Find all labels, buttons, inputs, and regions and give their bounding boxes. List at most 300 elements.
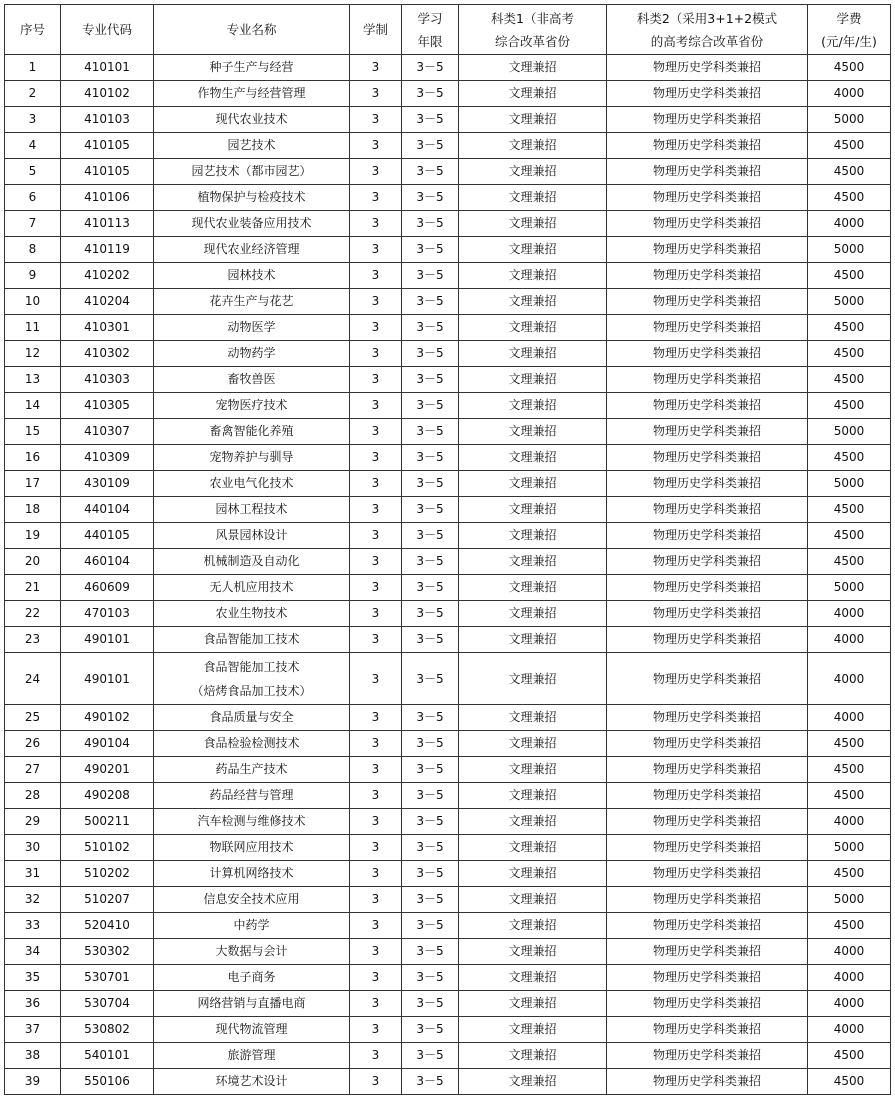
cell-category1: 文理兼招 — [459, 601, 607, 627]
cell-system: 3 — [350, 731, 402, 757]
cell-system: 3 — [350, 55, 402, 81]
cell-fee: 4000 — [808, 939, 891, 965]
cell-system: 3 — [350, 757, 402, 783]
cell-category1: 文理兼招 — [459, 913, 607, 939]
cell-name: 物联网应用技术 — [154, 835, 350, 861]
cell-category2: 物理历史学科类兼招 — [607, 887, 808, 913]
cell-system: 3 — [350, 913, 402, 939]
cell-category2: 物理历史学科类兼招 — [607, 939, 808, 965]
cell-category2: 物理历史学科类兼招 — [607, 549, 808, 575]
cell-code: 490101 — [61, 627, 154, 653]
cell-category2: 物理历史学科类兼招 — [607, 263, 808, 289]
cell-seq: 17 — [5, 471, 61, 497]
cell-code: 460609 — [61, 575, 154, 601]
cell-name: 现代物流管理 — [154, 1017, 350, 1043]
cell-period: 3－5 — [402, 185, 459, 211]
cell-name: 信息安全技术应用 — [154, 887, 350, 913]
cell-system: 3 — [350, 991, 402, 1017]
cell-category1: 文理兼招 — [459, 367, 607, 393]
cell-name: 动物药学 — [154, 341, 350, 367]
cell-fee: 4000 — [808, 705, 891, 731]
cell-code: 410113 — [61, 211, 154, 237]
table-row — [5, 497, 891, 523]
cell-category1: 文理兼招 — [459, 965, 607, 991]
cell-code: 440105 — [61, 523, 154, 549]
cell-seq: 14 — [5, 393, 61, 419]
cell-code: 530704 — [61, 991, 154, 1017]
cell-seq: 10 — [5, 289, 61, 315]
cell-code: 410305 — [61, 393, 154, 419]
cell-seq: 38 — [5, 1043, 61, 1069]
cell-code: 490102 — [61, 705, 154, 731]
header-category2-line1: 科类2（采用3+1+2模式 — [636, 10, 778, 26]
cell-category2: 物理历史学科类兼招 — [607, 783, 808, 809]
cell-system: 3 — [350, 133, 402, 159]
cell-category1: 文理兼招 — [459, 159, 607, 185]
cell-code: 410102 — [61, 81, 154, 107]
cell-period: 3－5 — [402, 263, 459, 289]
cell-name: 园林技术 — [154, 263, 350, 289]
cell-fee: 4500 — [808, 757, 891, 783]
cell-period: 3－5 — [402, 393, 459, 419]
cell-name: 农业生物技术 — [154, 601, 350, 627]
cell-fee: 4500 — [808, 913, 891, 939]
cell-code: 410101 — [61, 55, 154, 81]
header-code: 专业代码 — [61, 5, 154, 55]
cell-fee: 4500 — [808, 549, 891, 575]
table-row — [5, 471, 891, 497]
cell-period: 3－5 — [402, 783, 459, 809]
cell-name: 环境艺术设计 — [154, 1069, 350, 1095]
cell-name: 园林工程技术 — [154, 497, 350, 523]
cell-category2: 物理历史学科类兼招 — [607, 809, 808, 835]
cell-code: 410105 — [61, 159, 154, 185]
cell-category1: 文理兼招 — [459, 757, 607, 783]
cell-system: 3 — [350, 237, 402, 263]
cell-category2: 物理历史学科类兼招 — [607, 575, 808, 601]
cell-category1: 文理兼招 — [459, 393, 607, 419]
cell-seq: 2 — [5, 81, 61, 107]
cell-name: 宠物养护与驯导 — [154, 445, 350, 471]
cell-category1: 文理兼招 — [459, 1069, 607, 1095]
cell-name: 药品生产技术 — [154, 757, 350, 783]
cell-category2: 物理历史学科类兼招 — [607, 757, 808, 783]
table-row — [5, 393, 891, 419]
table-row — [5, 1017, 891, 1043]
cell-name: 网络营销与直播电商 — [154, 991, 350, 1017]
cell-system: 3 — [350, 81, 402, 107]
cell-period: 3－5 — [402, 419, 459, 445]
table-row — [5, 549, 891, 575]
cell-seq: 32 — [5, 887, 61, 913]
cell-code: 490201 — [61, 757, 154, 783]
header-category1-line2: 综合改革省份 — [494, 33, 570, 49]
cell-fee: 4000 — [808, 809, 891, 835]
cell-seq: 35 — [5, 965, 61, 991]
header-row — [5, 5, 891, 55]
cell-period: 3－5 — [402, 367, 459, 393]
cell-seq: 33 — [5, 913, 61, 939]
cell-code: 410103 — [61, 107, 154, 133]
cell-fee: 5000 — [808, 575, 891, 601]
cell-period: 3－5 — [402, 705, 459, 731]
cell-seq: 27 — [5, 757, 61, 783]
cell-category2: 物理历史学科类兼招 — [607, 341, 808, 367]
cell-category1: 文理兼招 — [459, 731, 607, 757]
header-category2 — [607, 5, 808, 55]
cell-category2: 物理历史学科类兼招 — [607, 55, 808, 81]
cell-name: 园艺技术（都市园艺） — [154, 159, 350, 185]
cell-category2: 物理历史学科类兼招 — [607, 835, 808, 861]
cell-seq: 21 — [5, 575, 61, 601]
cell-code: 410119 — [61, 237, 154, 263]
table-row — [5, 367, 891, 393]
cell-fee: 5000 — [808, 237, 891, 263]
cell-fee: 4500 — [808, 497, 891, 523]
cell-code: 490101 — [61, 653, 154, 705]
cell-system: 3 — [350, 601, 402, 627]
header-fee-line2: (元/年/生) — [821, 33, 877, 49]
cell-period: 3－5 — [402, 653, 459, 705]
table-row — [5, 887, 891, 913]
cell-seq: 36 — [5, 991, 61, 1017]
cell-system: 3 — [350, 835, 402, 861]
cell-system: 3 — [350, 107, 402, 133]
header-system: 学制 — [350, 5, 402, 55]
cell-period: 3－5 — [402, 731, 459, 757]
cell-seq: 13 — [5, 367, 61, 393]
table-row — [5, 81, 891, 107]
cell-period: 3－5 — [402, 939, 459, 965]
cell-seq: 34 — [5, 939, 61, 965]
cell-code: 410202 — [61, 263, 154, 289]
table-row — [5, 965, 891, 991]
header-category2-line2: 的高考综合改革省份 — [650, 33, 764, 49]
cell-system: 3 — [350, 523, 402, 549]
cell-system: 3 — [350, 783, 402, 809]
cell-fee: 4500 — [808, 1069, 891, 1095]
cell-fee: 5000 — [808, 835, 891, 861]
cell-category1: 文理兼招 — [459, 1043, 607, 1069]
cell-period: 3－5 — [402, 627, 459, 653]
cell-name-line2: （焙烤食品加工技术） — [191, 683, 312, 698]
cell-name: 机械制造及自动化 — [154, 549, 350, 575]
cell-category2: 物理历史学科类兼招 — [607, 81, 808, 107]
header-category1 — [459, 5, 607, 55]
cell-period: 3－5 — [402, 81, 459, 107]
cell-period: 3－5 — [402, 913, 459, 939]
cell-seq: 19 — [5, 523, 61, 549]
cell-category2: 物理历史学科类兼招 — [607, 1043, 808, 1069]
cell-name: 食品检验检测技术 — [154, 731, 350, 757]
cell-system: 3 — [350, 159, 402, 185]
cell-category2: 物理历史学科类兼招 — [607, 237, 808, 263]
cell-name: 动物医学 — [154, 315, 350, 341]
cell-category2: 物理历史学科类兼招 — [607, 913, 808, 939]
cell-period: 3－5 — [402, 861, 459, 887]
cell-system: 3 — [350, 419, 402, 445]
cell-seq: 11 — [5, 315, 61, 341]
cell-seq: 7 — [5, 211, 61, 237]
cell-code: 440104 — [61, 497, 154, 523]
cell-fee: 4000 — [808, 81, 891, 107]
cell-fee: 4500 — [808, 367, 891, 393]
cell-seq: 39 — [5, 1069, 61, 1095]
cell-seq: 29 — [5, 809, 61, 835]
cell-category1: 文理兼招 — [459, 419, 607, 445]
cell-category1: 文理兼招 — [459, 289, 607, 315]
cell-fee: 4500 — [808, 523, 891, 549]
table-row — [5, 835, 891, 861]
cell-fee: 5000 — [808, 107, 891, 133]
cell-category1: 文理兼招 — [459, 211, 607, 237]
table-row — [5, 107, 891, 133]
cell-fee: 4500 — [808, 55, 891, 81]
cell-seq: 15 — [5, 419, 61, 445]
cell-period: 3－5 — [402, 757, 459, 783]
cell-system: 3 — [350, 211, 402, 237]
cell-code: 490208 — [61, 783, 154, 809]
cell-system: 3 — [350, 315, 402, 341]
cell-category1: 文理兼招 — [459, 315, 607, 341]
cell-period: 3－5 — [402, 133, 459, 159]
cell-seq: 1 — [5, 55, 61, 81]
cell-category2: 物理历史学科类兼招 — [607, 601, 808, 627]
cell-code: 410307 — [61, 419, 154, 445]
cell-category2: 物理历史学科类兼招 — [607, 1069, 808, 1095]
cell-category2: 物理历史学科类兼招 — [607, 731, 808, 757]
table-row — [5, 783, 891, 809]
cell-code: 410301 — [61, 315, 154, 341]
cell-fee: 4000 — [808, 627, 891, 653]
cell-fee: 4000 — [808, 601, 891, 627]
cell-category2: 物理历史学科类兼招 — [607, 133, 808, 159]
cell-code: 460104 — [61, 549, 154, 575]
cell-category1: 文理兼招 — [459, 783, 607, 809]
cell-code: 530302 — [61, 939, 154, 965]
cell-seq: 25 — [5, 705, 61, 731]
cell-period: 3－5 — [402, 887, 459, 913]
cell-code: 510202 — [61, 861, 154, 887]
cell-category2: 物理历史学科类兼招 — [607, 861, 808, 887]
cell-code: 520410 — [61, 913, 154, 939]
cell-fee: 4500 — [808, 1043, 891, 1069]
table-row — [5, 731, 891, 757]
cell-fee: 4000 — [808, 211, 891, 237]
cell-name: 药品经营与管理 — [154, 783, 350, 809]
cell-period: 3－5 — [402, 107, 459, 133]
cell-system: 3 — [350, 809, 402, 835]
cell-system: 3 — [350, 965, 402, 991]
cell-name: 作物生产与经营管理 — [154, 81, 350, 107]
cell-fee: 4500 — [808, 861, 891, 887]
cell-name: 现代农业装备应用技术 — [154, 211, 350, 237]
table-row — [5, 341, 891, 367]
cell-category2: 物理历史学科类兼招 — [607, 211, 808, 237]
cell-period: 3－5 — [402, 1017, 459, 1043]
cell-name: 现代农业经济管理 — [154, 237, 350, 263]
cell-seq: 3 — [5, 107, 61, 133]
header-category1-line1: 科类1（非高考 — [491, 10, 574, 26]
cell-system: 3 — [350, 185, 402, 211]
cell-fee: 5000 — [808, 887, 891, 913]
cell-fee: 4500 — [808, 731, 891, 757]
cell-period: 3－5 — [402, 1069, 459, 1095]
cell-system: 3 — [350, 1069, 402, 1095]
header-fee — [808, 5, 891, 55]
cell-category1: 文理兼招 — [459, 263, 607, 289]
cell-fee: 5000 — [808, 419, 891, 445]
cell-category2: 物理历史学科类兼招 — [607, 185, 808, 211]
cell-system: 3 — [350, 445, 402, 471]
table-row — [5, 757, 891, 783]
cell-category2: 物理历史学科类兼招 — [607, 523, 808, 549]
cell-name: 汽车检测与维修技术 — [154, 809, 350, 835]
table-row — [5, 419, 891, 445]
cell-category2: 物理历史学科类兼招 — [607, 315, 808, 341]
cell-system: 3 — [350, 939, 402, 965]
cell-category2: 物理历史学科类兼招 — [607, 627, 808, 653]
cell-code: 510102 — [61, 835, 154, 861]
cell-system: 3 — [350, 861, 402, 887]
cell-code: 410309 — [61, 445, 154, 471]
cell-category2: 物理历史学科类兼招 — [607, 159, 808, 185]
cell-fee: 4500 — [808, 159, 891, 185]
header-name: 专业名称 — [154, 5, 350, 55]
header-fee-line1: 学费 — [836, 10, 862, 26]
cell-period: 3－5 — [402, 211, 459, 237]
table-row — [5, 991, 891, 1017]
cell-category1: 文理兼招 — [459, 861, 607, 887]
table-row — [5, 1043, 891, 1069]
cell-fee: 4500 — [808, 263, 891, 289]
cell-fee: 5000 — [808, 289, 891, 315]
cell-code: 540101 — [61, 1043, 154, 1069]
cell-category2: 物理历史学科类兼招 — [607, 445, 808, 471]
cell-category2: 物理历史学科类兼招 — [607, 705, 808, 731]
majors-table — [4, 4, 891, 1095]
cell-category1: 文理兼招 — [459, 549, 607, 575]
table-row — [5, 185, 891, 211]
cell-period: 3－5 — [402, 341, 459, 367]
cell-name: 计算机网络技术 — [154, 861, 350, 887]
cell-category1: 文理兼招 — [459, 55, 607, 81]
cell-category1: 文理兼招 — [459, 185, 607, 211]
header-period-line1: 学习 — [417, 10, 443, 26]
cell-seq: 24 — [5, 653, 61, 705]
cell-seq: 31 — [5, 861, 61, 887]
cell-category2: 物理历史学科类兼招 — [607, 107, 808, 133]
cell-code: 470103 — [61, 601, 154, 627]
cell-period: 3－5 — [402, 835, 459, 861]
cell-system: 3 — [350, 393, 402, 419]
cell-period: 3－5 — [402, 523, 459, 549]
cell-system: 3 — [350, 887, 402, 913]
cell-period: 3－5 — [402, 575, 459, 601]
cell-code: 410106 — [61, 185, 154, 211]
cell-code: 490104 — [61, 731, 154, 757]
table-row — [5, 809, 891, 835]
cell-name: 植物保护与检疫技术 — [154, 185, 350, 211]
cell-seq: 30 — [5, 835, 61, 861]
cell-code: 410105 — [61, 133, 154, 159]
cell-name: 旅游管理 — [154, 1043, 350, 1069]
cell-seq: 26 — [5, 731, 61, 757]
cell-seq: 16 — [5, 445, 61, 471]
cell-system: 3 — [350, 471, 402, 497]
cell-system: 3 — [350, 705, 402, 731]
cell-system: 3 — [350, 367, 402, 393]
cell-seq: 20 — [5, 549, 61, 575]
cell-category1: 文理兼招 — [459, 705, 607, 731]
table-row — [5, 861, 891, 887]
cell-seq: 9 — [5, 263, 61, 289]
cell-category1: 文理兼招 — [459, 627, 607, 653]
cell-code: 500211 — [61, 809, 154, 835]
cell-category1: 文理兼招 — [459, 809, 607, 835]
header-seq: 序号 — [5, 5, 61, 55]
cell-code: 410302 — [61, 341, 154, 367]
cell-fee: 4000 — [808, 965, 891, 991]
cell-period: 3－5 — [402, 1043, 459, 1069]
cell-name: 无人机应用技术 — [154, 575, 350, 601]
table-body — [5, 55, 891, 1095]
cell-category2: 物理历史学科类兼招 — [607, 471, 808, 497]
cell-category2: 物理历史学科类兼招 — [607, 653, 808, 705]
cell-system: 3 — [350, 497, 402, 523]
cell-system: 3 — [350, 627, 402, 653]
cell-category1: 文理兼招 — [459, 81, 607, 107]
cell-code: 410303 — [61, 367, 154, 393]
cell-period: 3－5 — [402, 445, 459, 471]
cell-period: 3－5 — [402, 55, 459, 81]
table-row — [5, 211, 891, 237]
cell-system: 3 — [350, 653, 402, 705]
cell-seq: 8 — [5, 237, 61, 263]
cell-fee: 4000 — [808, 991, 891, 1017]
cell-name — [154, 653, 350, 705]
header-period-line2: 年限 — [417, 33, 443, 49]
table-row — [5, 445, 891, 471]
cell-category2: 物理历史学科类兼招 — [607, 289, 808, 315]
table-row — [5, 575, 891, 601]
table-row — [5, 705, 891, 731]
cell-category2: 物理历史学科类兼招 — [607, 991, 808, 1017]
table-row — [5, 1069, 891, 1095]
cell-fee: 4500 — [808, 185, 891, 211]
cell-period: 3－5 — [402, 289, 459, 315]
cell-name-line1: 食品智能加工技术 — [203, 659, 300, 674]
cell-category1: 文理兼招 — [459, 653, 607, 705]
cell-period: 3－5 — [402, 159, 459, 185]
cell-name: 种子生产与经营 — [154, 55, 350, 81]
cell-fee: 5000 — [808, 471, 891, 497]
cell-fee: 4500 — [808, 783, 891, 809]
cell-fee: 4500 — [808, 341, 891, 367]
cell-seq: 5 — [5, 159, 61, 185]
cell-name: 花卉生产与花艺 — [154, 289, 350, 315]
table-row — [5, 237, 891, 263]
cell-period: 3－5 — [402, 965, 459, 991]
cell-code: 530701 — [61, 965, 154, 991]
cell-category1: 文理兼招 — [459, 471, 607, 497]
cell-code: 430109 — [61, 471, 154, 497]
cell-name: 宠物医疗技术 — [154, 393, 350, 419]
cell-category1: 文理兼招 — [459, 133, 607, 159]
cell-category1: 文理兼招 — [459, 1017, 607, 1043]
table-row — [5, 523, 891, 549]
cell-code: 510207 — [61, 887, 154, 913]
